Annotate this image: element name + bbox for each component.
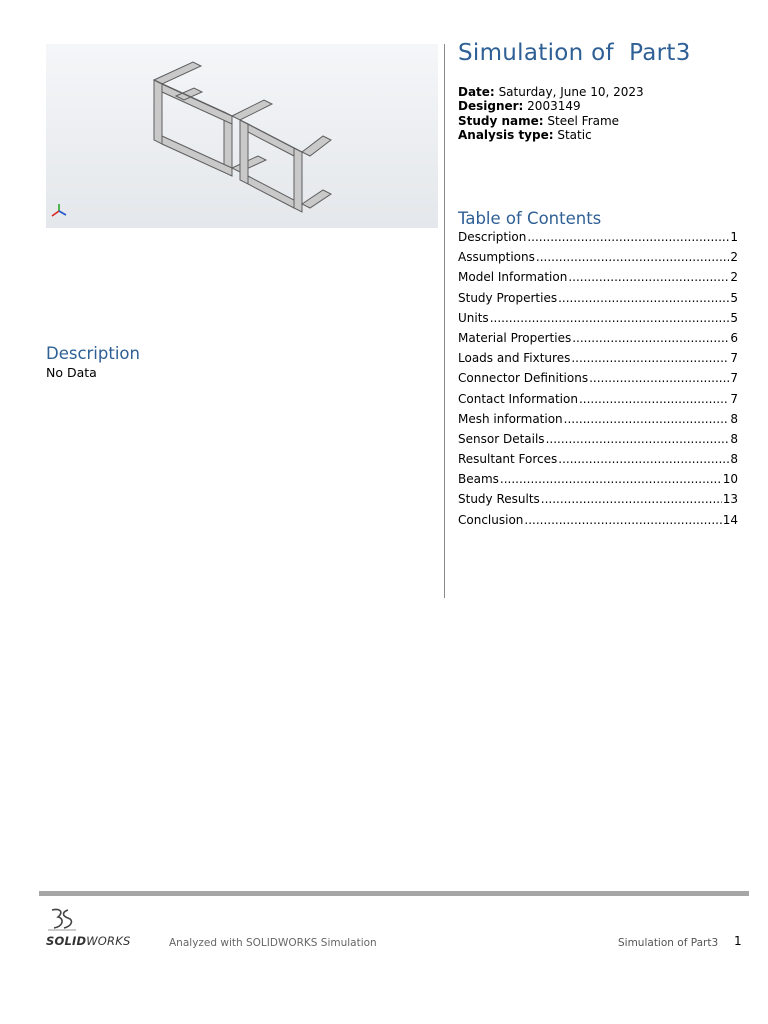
toc-entry-label: Material Properties [458, 330, 572, 345]
toc-entry-label: Mesh information [458, 411, 563, 426]
toc-dot-leader [558, 451, 729, 467]
toc-entry-label: Assumptions [458, 250, 535, 265]
meta-study-name [458, 114, 644, 128]
toc-page-number: 7 [730, 371, 738, 386]
toc-page-number: 5 [730, 310, 738, 325]
model-preview-image [46, 44, 438, 228]
logo-word-solid: SOLID [46, 934, 87, 948]
toc-page-number: 5 [730, 290, 738, 305]
solidworks-wordmark [46, 934, 130, 948]
meta-study-name-key: Study name: [458, 113, 544, 128]
ds-logo-icon [46, 906, 80, 934]
toc-entry-contact-information[interactable] [458, 391, 738, 411]
report-metadata [458, 85, 644, 142]
toc-page-number: 13 [722, 492, 738, 507]
toc-entry-conclusion[interactable] [458, 512, 738, 532]
toc-page-number: 8 [730, 452, 738, 467]
report-title: Simulation of Part3 [458, 40, 691, 66]
toc-dot-leader [558, 290, 729, 306]
description-text: No Data [46, 365, 97, 380]
footer-analyzed-with: Analyzed with SOLIDWORKS Simulation [169, 937, 377, 949]
toc-entry-mesh-information[interactable] [458, 411, 738, 431]
footer-page-number: 1 [734, 934, 742, 948]
toc-entry-label: Loads and Fixtures [458, 351, 571, 366]
toc-page-number: 8 [730, 411, 738, 426]
toc-entry-loads-and-fixtures[interactable] [458, 350, 738, 370]
toc-entry-label: Sensor Details [458, 431, 545, 446]
toc-entry-beams[interactable] [458, 471, 738, 491]
toc-dot-leader [527, 229, 729, 245]
toc-entry-label: Connector Definitions [458, 371, 589, 386]
toc-dot-leader [564, 411, 730, 427]
meta-date [458, 85, 644, 99]
column-divider [444, 44, 445, 598]
toc-dot-leader [589, 370, 729, 386]
toc-page-number: 2 [730, 270, 738, 285]
footer-document-title: Simulation of Part3 [618, 937, 719, 949]
toc-page-number: 8 [730, 431, 738, 446]
toc-dot-leader [572, 330, 729, 346]
toc-dot-leader [568, 269, 729, 285]
toc-entry-sensor-details[interactable] [458, 431, 738, 451]
toc-entry-label: Contact Information [458, 391, 578, 406]
meta-designer-value: 2003149 [527, 99, 581, 114]
meta-designer [458, 99, 644, 113]
toc-entry-label: Units [458, 310, 489, 325]
toc-entry-description[interactable] [458, 229, 738, 249]
meta-date-value: Saturday, June 10, 2023 [498, 85, 644, 99]
toc-entry-label: Study Properties [458, 290, 558, 305]
footer-rule [39, 891, 749, 896]
toc-dot-leader [536, 249, 729, 265]
meta-designer-key: Designer: [458, 99, 524, 114]
description-heading: Description [46, 344, 140, 363]
meta-date-key: Date: [458, 85, 495, 99]
toc-dot-leader [524, 512, 721, 528]
toc-dot-leader [500, 471, 722, 487]
toc-dot-leader [546, 431, 730, 447]
toc-entry-study-results[interactable] [458, 491, 738, 511]
toc-dot-leader [579, 391, 729, 407]
meta-study-name-value: Steel Frame [547, 113, 620, 128]
toc-dot-leader [490, 310, 730, 326]
toc-page-number: 6 [730, 330, 738, 345]
meta-analysis-type-key: Analysis type: [458, 127, 554, 142]
toc-page-number: 10 [722, 472, 738, 487]
steel-frame-model-icon [46, 44, 438, 228]
toc-page-number: 7 [730, 391, 738, 406]
toc-entry-units[interactable] [458, 310, 738, 330]
toc-page-number: 2 [730, 250, 738, 265]
toc-entry-study-properties[interactable] [458, 290, 738, 310]
toc-entry-label: Beams [458, 472, 499, 487]
meta-analysis-type-value: Static [557, 127, 592, 142]
toc-entry-label: Description [458, 230, 527, 244]
toc-entry-model-information[interactable] [458, 269, 738, 289]
axis-triad-icon [50, 203, 68, 219]
toc-page-number: 1 [730, 230, 738, 244]
toc-entry-material-properties[interactable] [458, 330, 738, 350]
solidworks-logo [46, 906, 156, 954]
toc-dot-leader [571, 350, 729, 366]
toc-entry-connector-definitions[interactable] [458, 370, 738, 390]
toc-entry-label: Conclusion [458, 512, 524, 527]
table-of-contents [458, 229, 738, 532]
toc-page-number: 14 [722, 512, 738, 527]
logo-word-works: WORKS [86, 934, 131, 948]
toc-entry-label: Resultant Forces [458, 452, 558, 467]
toc-entry-label: Model Information [458, 270, 568, 285]
toc-dot-leader [541, 491, 722, 507]
toc-entry-resultant-forces[interactable] [458, 451, 738, 471]
toc-page-number: 7 [730, 351, 738, 366]
toc-heading: Table of Contents [458, 209, 602, 228]
toc-entry-assumptions[interactable] [458, 249, 738, 269]
meta-analysis-type [458, 128, 644, 142]
toc-entry-label: Study Results [458, 492, 540, 507]
